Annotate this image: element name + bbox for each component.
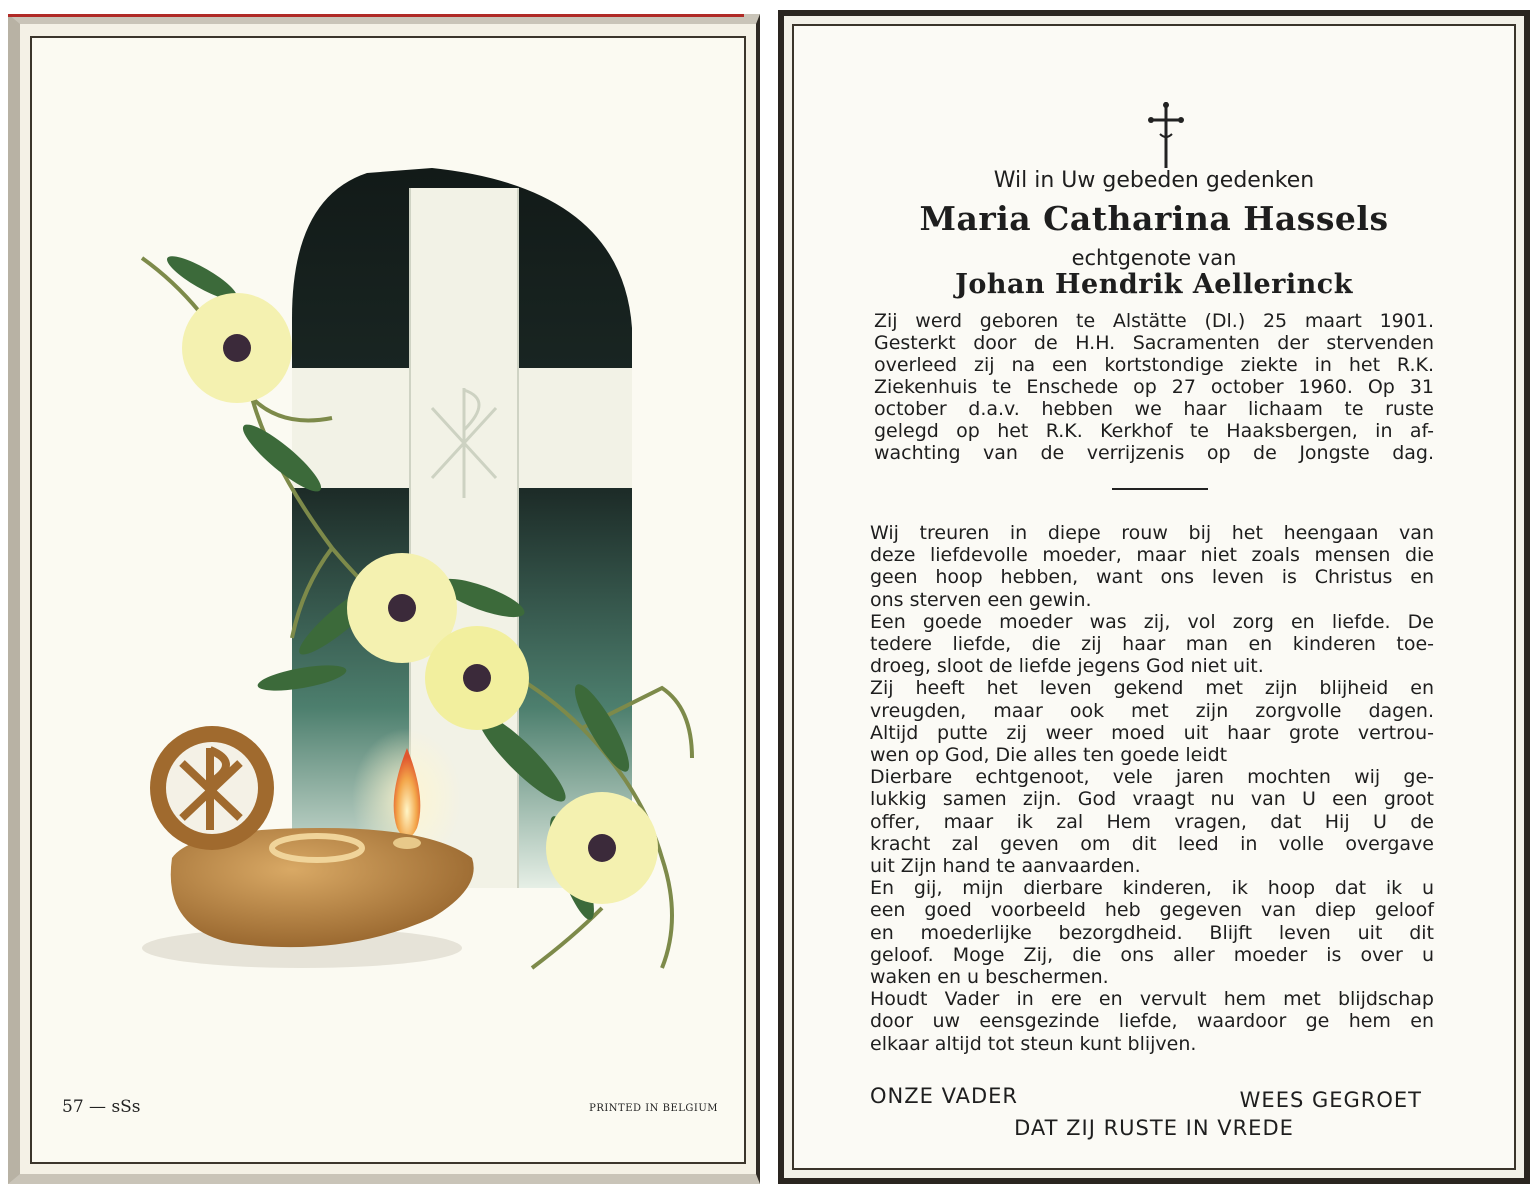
text-line: Een goede moeder was zij, vol zorg en liefde. De bbox=[870, 610, 1434, 633]
bio-line: Ziekenhuis te Enschede op 27 october 1960. Op 31 bbox=[874, 376, 1434, 398]
text-line: Houdt Vader in ere en vervult hem met blijdschap bbox=[870, 988, 1434, 1011]
text-line: geen hoop hebben, want ons leven is Christus en bbox=[870, 566, 1434, 589]
text-line: ons sterven een gewin. bbox=[870, 588, 1092, 611]
prayer-our-father: ONZE VADER bbox=[870, 1084, 1018, 1108]
pray-line: Wil in Uw gebeden gedenken bbox=[993, 168, 1315, 193]
cross-icon bbox=[1146, 100, 1186, 170]
text-line: een goed voorbeeld heb gegeven van diep geloof bbox=[870, 899, 1434, 922]
text-line: vreugden, maar ook met zijn zorgvolle dagen. bbox=[870, 699, 1434, 722]
card-back-inner bbox=[792, 24, 1516, 1170]
spouse-name: Johan Hendrik Aellerinck bbox=[955, 269, 1353, 300]
bio-line: wachting van de verrijzenis op de Jongste dag. bbox=[874, 442, 1434, 464]
card-front-inner bbox=[30, 36, 746, 1164]
text-line: lukkig samen zijn. God vraagt nu van U een groot bbox=[870, 788, 1434, 811]
text-line: Altijd putte zij weer moed uit haar grote vertrou- bbox=[870, 721, 1434, 744]
text-line: offer, maar ik zal Hem vragen, dat Hij U de bbox=[870, 810, 1434, 833]
memorial-text bbox=[870, 522, 1434, 1055]
text-line: En gij, mijn dierbare kinderen, ik hoop dat ik u bbox=[870, 877, 1434, 900]
printer-note: PRINTED IN BELGIUM bbox=[589, 1103, 718, 1114]
text-line: waken en u beschermen. bbox=[870, 966, 1109, 989]
bio-line: Gesterkt door de H.H. Sacramenten der stervenden bbox=[874, 332, 1434, 354]
biography bbox=[874, 310, 1434, 464]
bio-line: gelegd op het R.K. Kerkhof te Haaksbergen, in af- bbox=[874, 420, 1434, 442]
rest-in-peace: DAT ZIJ RUSTE IN VREDE bbox=[1014, 1116, 1294, 1140]
text-line: wen op God, Die alles ten goede leidt bbox=[870, 744, 1228, 767]
text-line: droeg, sloot de liefde jegens God niet uit. bbox=[870, 655, 1264, 678]
prayer-card-back bbox=[778, 10, 1530, 1184]
text-line: Zij heeft het leven gekend met zijn blijheid en bbox=[870, 677, 1434, 700]
church-window bbox=[292, 168, 632, 888]
text-line: tedere liefde, die zij haar man en kinderen toe- bbox=[870, 633, 1434, 656]
text-line: door uw eensgezinde liefde, waardoor ge hem en bbox=[870, 1010, 1434, 1033]
catalog-code: 57 — sSs bbox=[62, 1097, 141, 1117]
deceased-name: Maria Catharina Hassels bbox=[919, 199, 1389, 238]
text-line: Dierbare echtgenoot, vele jaren mochten wij ge- bbox=[870, 766, 1434, 789]
bio-line: Zij werd geboren te Alstätte (Dl.) 25 maart 1901. bbox=[874, 310, 1434, 332]
text-line: elkaar altijd tot steun kunt blijven. bbox=[870, 1032, 1197, 1055]
prayer-card-front bbox=[8, 14, 760, 1184]
text-line: en moederlijke bezorgdheid. Blijft leven uit dit bbox=[870, 921, 1434, 944]
bio-line: october d.a.v. hebben we haar lichaam te ruste bbox=[874, 398, 1434, 420]
text-line: kracht zal geven om dit leed in volle overgave bbox=[870, 832, 1434, 855]
divider bbox=[1112, 488, 1208, 490]
spouse-intro: echtgenote van bbox=[1071, 246, 1237, 270]
devotional-illustration bbox=[102, 168, 742, 1068]
text-line: deze liefdevolle moeder, maar niet zoals mensen die bbox=[870, 544, 1434, 567]
text-line: Wij treuren in diepe rouw bij het heengaan van bbox=[870, 522, 1434, 544]
bio-line: overleed zij na een kortstondige ziekte in het R.K. bbox=[874, 354, 1434, 376]
text-line: geloof. Moge Zij, die ons aller moeder is over u bbox=[870, 943, 1434, 966]
prayer-hail-mary: WEES GEGROET bbox=[1239, 1088, 1422, 1112]
text-line: uit Zijn hand te aanvaarden. bbox=[870, 855, 1141, 878]
